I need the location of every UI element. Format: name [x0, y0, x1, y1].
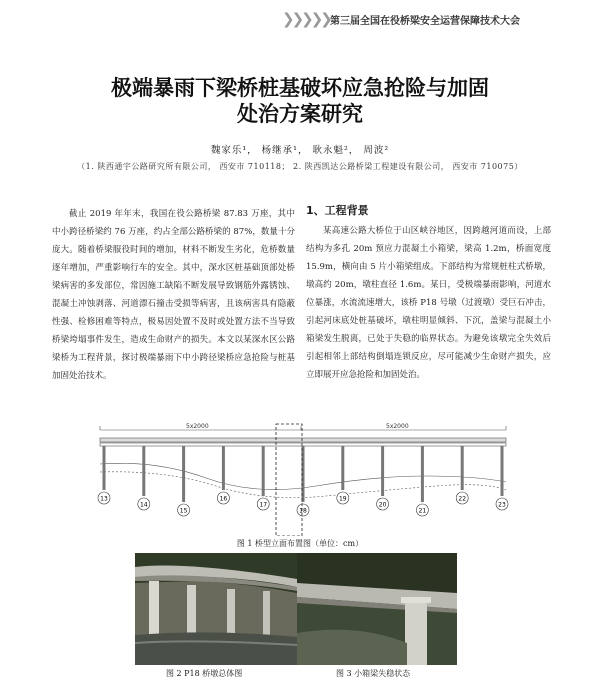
paper-title [0, 75, 600, 127]
conference-title: 第三届全国在役桥梁安全运营保障技术大会 [330, 16, 520, 27]
pier-column [142, 446, 145, 496]
pier-label: 17 [259, 501, 268, 509]
affiliations: （1. 陕西通宇公路研究所有限公司， 西安市 710118； 2. 陕西凯达公路桥梁工程建设有限公司， 西安市 710075） [77, 162, 523, 171]
pier-column [421, 446, 424, 502]
pier-label: 14 [139, 501, 148, 509]
section-1-text: 某高速公路大桥位于山区峡谷地区，因跨越河道而设，上部结构为多孔 20m 预应力混凝土小箱梁，梁高 1.2m，桥面宽度 15.9m，横向由 5 片小箱梁组成。下部结构为常规桩柱式桥墩，墩高约 20m，墩柱直径 1.6m。某日，受极端暴雨影响，河道水位暴涨，水流流速增大，该桥 P18 号墩（过渡墩）受巨石冲击，引起河床底处桩基破坏，墩柱明显倾斜、下沉，盖梁与混凝土小箱梁发生脱离，已处于失稳的临界状态。为避免该墩完全失效后引起相邻上部结构倒塌连锁反应，尽可能减少生命财产损失，应立即展开应急抢险和加固处治。 [306, 226, 551, 380]
authors: 魏家乐¹， 杨继承¹， 耿永魁²， 周波² [210, 145, 390, 156]
title-line-2: 处治方案研究 [237, 102, 363, 126]
span-label-right: 5x2000 [386, 423, 409, 430]
chevron-right-icon: ❯❯❯❯❯ [282, 10, 330, 28]
pier-column [222, 446, 225, 490]
pier-label: 22 [458, 495, 467, 503]
figure-3-caption: 图 3 小箱梁失稳状态 [336, 669, 411, 678]
p18-pier-photo [135, 553, 297, 665]
section-1-body [306, 222, 551, 384]
pier-label: 18 [299, 507, 307, 515]
span-label-left: 5x2000 [186, 423, 209, 430]
pier-label: 13 [100, 495, 108, 503]
figure-1-caption: 图 1 桥型立面布置图（单位：cm） [236, 539, 364, 548]
pier-label: 20 [378, 501, 387, 509]
pier-column [501, 446, 504, 496]
intro-text: 截止 2019 年年末，我国在役公路桥梁 87.83 万座，其中中小跨径桥梁约 76 万座，约占全部公路桥梁的 87%，数量十分庞大。随着桥梁服役时间的增加，材料不断发生劣化，危桥数量逐年增加，严重影响行车的安全。其中，深水区桩基础顶部处桥梁病害的多发部位，常因施工缺陷不断发展导致钢筋外露锈蚀、混凝土冲蚀剥落、河道漂石撞击受损等病害，且该病害具有隐蔽性强、检修困难等特点，极易因处置不及时或处置方法不当导致桥梁垮塌事件发生，造成生命财产的损失。本文以某深水区公路梁桥为工程背景，探讨极端暴雨下中小跨径梁桥应急抢险与桩基加固处治技术。 [52, 209, 295, 381]
bridge-elevation-figure [96, 420, 510, 536]
page-header [0, 0, 600, 34]
intro-paragraph [52, 205, 295, 385]
pier-label: 21 [418, 507, 427, 515]
pier-column [262, 446, 265, 496]
pier-column [381, 446, 384, 496]
pier-label: 16 [219, 495, 228, 503]
pier-label: 15 [179, 507, 188, 515]
section-1-heading: 1、工程背景 [306, 204, 369, 217]
pier-label: 19 [338, 495, 347, 503]
pier-label: 23 [498, 501, 506, 509]
pier-column [341, 446, 344, 490]
pier-column [182, 446, 185, 502]
pier-column [103, 446, 106, 490]
title-line-1: 极端暴雨下梁桥桩基破坏应急抢险与加固 [111, 76, 489, 100]
pier-column [461, 446, 464, 490]
box-girder-photo [297, 553, 457, 665]
figure-2-caption: 图 2 P18 桥墩总体图 [166, 669, 243, 678]
